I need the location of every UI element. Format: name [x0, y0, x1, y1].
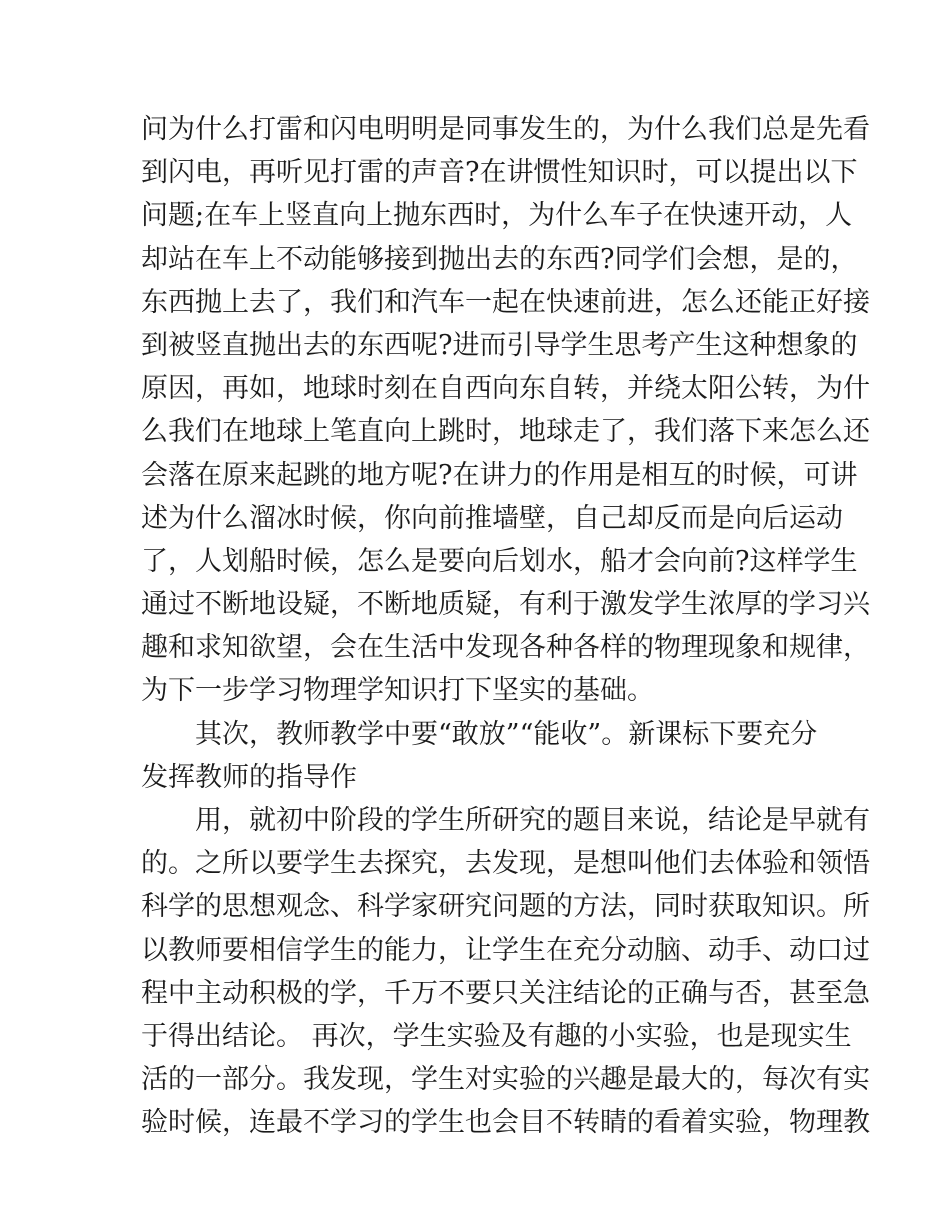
- text-line: 程中主动积极的学，千万不要只关注结论的正确与否，甚至急: [141, 977, 870, 1009]
- text-line: 问题;在车上竖直向上抛东西时，为什么车子在快速开动，人: [141, 200, 853, 232]
- text-line: 了，人划船时候，怎么是要向后划水，船才会向前?这样学生: [141, 545, 858, 577]
- text-line: 科学的思想观念、科学家研究问题的方法，同时获取知识。所: [141, 891, 870, 923]
- text-line: 以教师要相信学生的能力，让学生在充分动脑、动手、动口过: [141, 934, 870, 966]
- text-line: 么我们在地球上笔直向上跳时，地球走了，我们落下来怎么还: [141, 416, 870, 448]
- text-line: 于得出结论。 再次，学生实验及有趣的小实验，也是现实生: [141, 1020, 852, 1052]
- text-line: 为下一步学习物理学知识打下坚实的基础。: [141, 675, 654, 707]
- text-line: 到被竖直抛出去的东西呢?进而引导学生思考产生这种想象的: [141, 329, 858, 361]
- text-line: 活的一部分。我发现，学生对实验的兴趣是最大的，每次有实: [141, 1064, 870, 1096]
- text-line: 东西抛上去了，我们和汽车一起在快速前进，怎么还能正好接: [141, 286, 870, 318]
- body-text: [141, 108, 870, 1145]
- text-line: 的。之所以要学生去探究，去发现，是想叫他们去体验和领悟: [141, 848, 870, 880]
- text-line: 原因，再如，地球时刻在自西向东自转，并绕太阳公转，为什: [141, 373, 870, 405]
- text-line: 问为什么打雷和闪电明明是同事发生的，为什么我们总是先看: [141, 114, 870, 145]
- text-line: 到闪电，再听见打雷的声音?在讲惯性知识时，可以提出以下: [141, 157, 858, 189]
- text-line: 其次，教师教学中要“敢放”“能收”。新课标下要充分: [195, 718, 818, 750]
- text-line: 验时候，连最不学习的学生也会目不转睛的看着实验，物理教: [141, 1107, 870, 1139]
- text-line: 会落在原来起跳的地方呢?在讲力的作用是相互的时候，可讲: [141, 459, 858, 491]
- text-line: 用，就初中阶段的学生所研究的题目来说，结论是早就有: [195, 805, 870, 836]
- text-line: 发挥教师的指导作: [141, 761, 357, 793]
- text-line: 却站在车上不动能够接到抛出去的东西?同学们会想，是的，: [141, 243, 858, 275]
- text-line: 趣和求知欲望，会在生活中发现各种各样的物理现象和规律，: [141, 632, 870, 664]
- text-line: 述为什么溜冰时候，你向前推墙壁，自己却反而是向后运动: [141, 502, 843, 534]
- text-line: 通过不断地设疑，不断地质疑，有利于激发学生浓厚的学习兴: [141, 589, 870, 621]
